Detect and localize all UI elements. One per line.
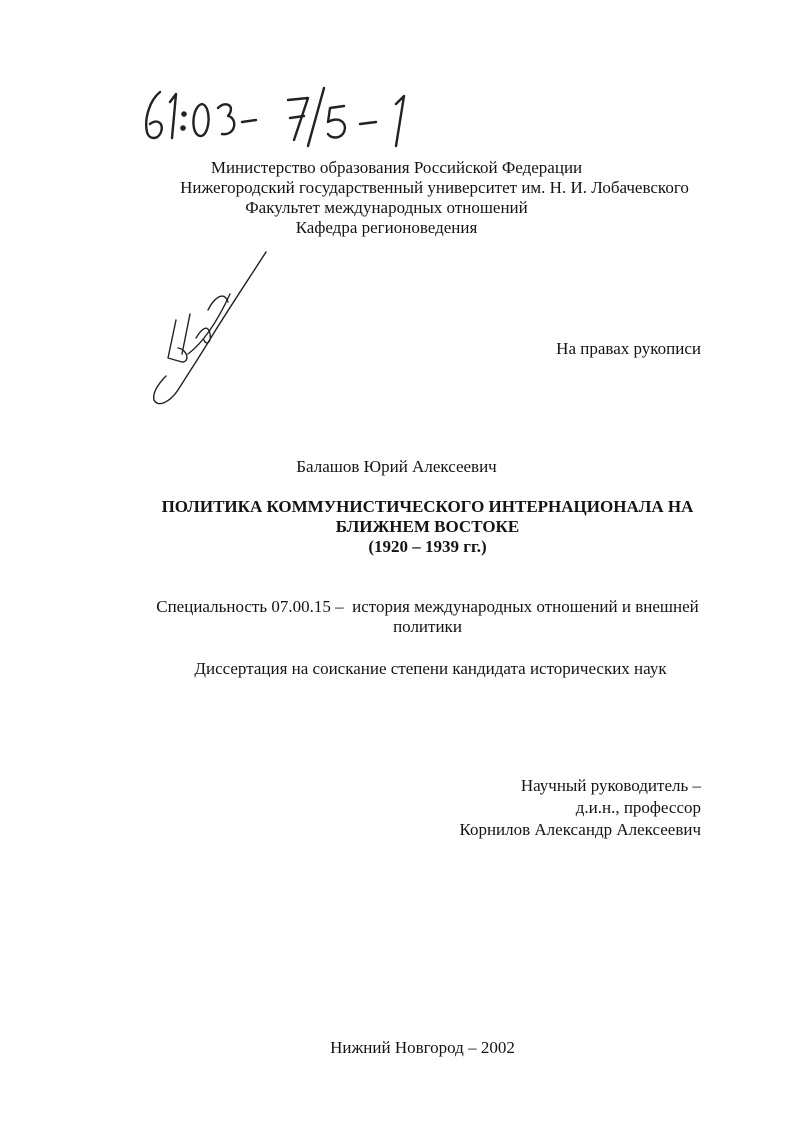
ministry-name: Министерство образования Российской Федерации [210, 158, 583, 177]
title-years: (1920 – 1939 гг.) [368, 537, 487, 556]
signature-scribble [148, 250, 278, 410]
university-name: Нижегородский государственный университет им. Н. И. Лобачевского [180, 178, 689, 197]
dissertation-title [150, 497, 705, 557]
rights-note: На правах рукописи [556, 339, 701, 358]
supervisor-role: Научный руководитель – [520, 776, 701, 795]
title-line-2: БЛИЖНЕМ ВОСТОКЕ [335, 517, 520, 536]
dissertation-statement: Диссертация на соискание степени кандидата исторических наук [194, 659, 667, 678]
title-line-1: ПОЛИТИКА КОММУНИСТИЧЕСКОГО ИНТЕРНАЦИОНАЛА НА [161, 497, 694, 516]
handwritten-archive-mark [138, 80, 458, 150]
specialty-line-1: Специальность 07.00.15 – история международных отношений и внешней [156, 597, 699, 616]
department-name: Кафедра регионоведения [295, 218, 478, 237]
faculty-name: Факультет международных отношений [245, 198, 528, 217]
specialty [150, 597, 705, 637]
supervisor-name: Корнилов Александр Алексеевич [459, 820, 701, 839]
supervisor-block [459, 775, 701, 841]
author-name: Балашов Юрий Алексеевич [296, 457, 497, 476]
supervisor-degree: д.и.н., профессор [575, 798, 701, 817]
city-year: Нижний Новгород – 2002 [330, 1038, 515, 1057]
specialty-line-2: политики [393, 617, 462, 636]
